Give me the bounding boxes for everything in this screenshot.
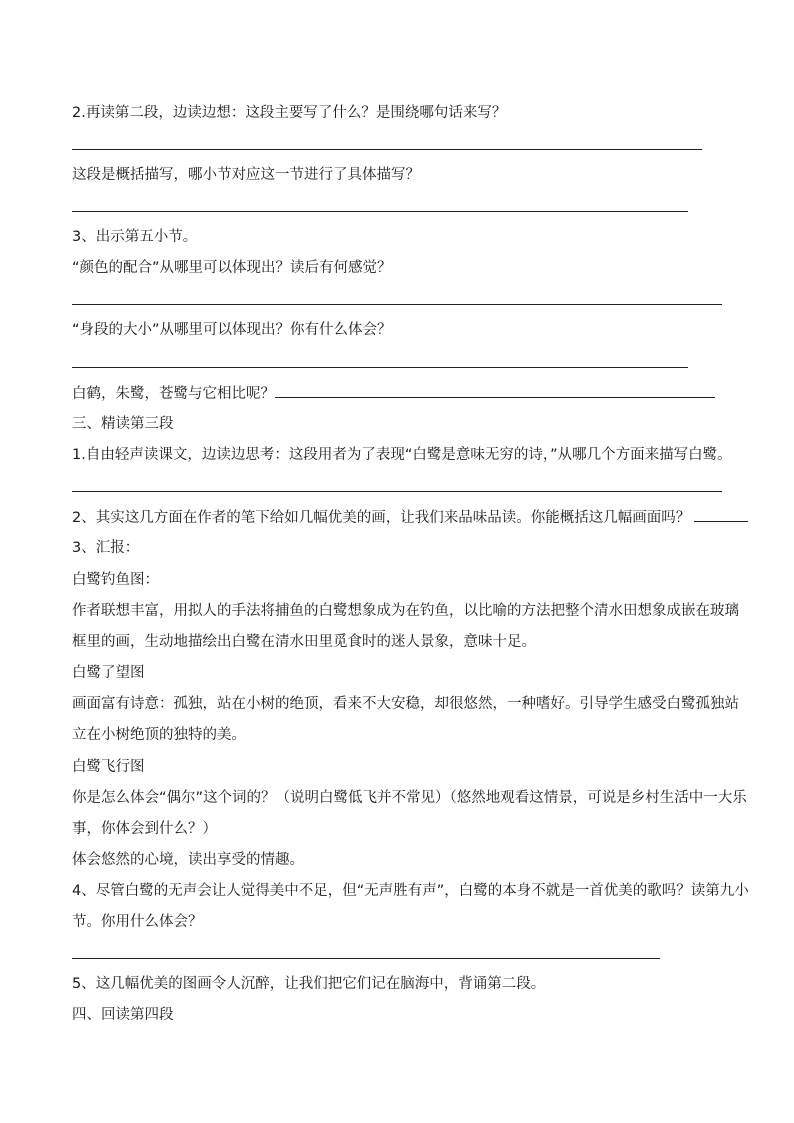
question-3: 3、出示第五小节。	[72, 229, 198, 245]
answer-line[interactable]	[72, 149, 702, 150]
section-3-heading: 三、精读第三段	[72, 416, 174, 432]
picture-3-text-line: 你是怎么体会“偶尔”这个词的？（说明白鹭低飞并不常见）（悠然地观看这情景，可说是乡村生活中一大乐	[72, 790, 747, 806]
section-3-question-5: 5、这几幅优美的图画令人沉醉，让我们把它们记在脑海中，背诵第二段。	[72, 976, 546, 992]
answer-blank[interactable]	[694, 507, 748, 522]
section-3-question-1: 1.自由轻声读课文，边读边思考：这段用者为了表现“白鹭是意味无穷的诗，”从哪几个方面来描写白鹭。	[72, 447, 732, 463]
section-4-heading: 四、回读第四段	[72, 1007, 174, 1023]
answer-line[interactable]	[72, 491, 722, 492]
picture-3-title: 白鹭飞行图	[72, 759, 145, 775]
question-2b: 这段是概括描写，哪小节对应这一节进行了具体描写？	[72, 167, 420, 183]
section-3-question-4-line: 节。你用什么体会？	[72, 914, 203, 930]
picture-3-text-line: 体会悠然的心境，读出享受的情趣。	[72, 852, 304, 868]
answer-line[interactable]	[72, 367, 688, 368]
answer-line[interactable]	[72, 958, 660, 959]
question-3c	[72, 383, 715, 404]
answer-line[interactable]	[72, 304, 722, 305]
answer-line[interactable]	[72, 211, 688, 212]
picture-1-text-line: 框里的画，生动地描绘出白鹭在清水田里觅食时的迷人景象，意味十足。	[72, 634, 536, 650]
question-3a: “颜色的配合”从哪里可以体现出？读后有何感觉？	[72, 260, 392, 276]
picture-2-text-line: 立在小树绝顶的独特的美。	[72, 727, 246, 743]
question-3c-text: 白鹤，朱鹭，苍鹭与它相比呢？	[72, 386, 275, 402]
section-3-question-2-text: 2、其实这几方面在作者的笔下给如几幅优美的画，让我们来品味品读。你能概括这几幅画面吗？	[72, 510, 691, 526]
section-3-question-2	[72, 507, 748, 528]
picture-3-text-line: 事，你体会到什么？）	[72, 821, 217, 837]
question-2: 2.再读第二段，边读边想：这段主要写了什么？是围绕哪句话来写？	[72, 105, 507, 121]
section-3-question-3: 3、汇报：	[72, 540, 140, 556]
picture-1-title: 白鹭钓鱼图：	[72, 572, 159, 588]
question-3b: “身段的大小”从哪里可以体现出？你有什么体会？	[72, 322, 392, 338]
picture-2-text-line: 画面富有诗意：孤独，站在小树的绝顶，看来不大安稳，却很悠然，一种嗜好。引导学生感受白鹭孤独站	[72, 696, 739, 712]
section-3-question-4-line: 4、尽管白鹭的无声会让人觉得美中不足，但“无声胜有声”，白鹭的本身不就是一首优美的歌吗？读第九小	[72, 883, 749, 899]
picture-2-title: 白鹭了望图	[72, 665, 145, 681]
answer-blank[interactable]	[275, 383, 715, 398]
picture-1-text-line: 作者联想丰富，用拟人的手法将捕鱼的白鹭想象成为在钓鱼，以比喻的方法把整个清水田想象成嵌在玻璃	[72, 603, 739, 619]
